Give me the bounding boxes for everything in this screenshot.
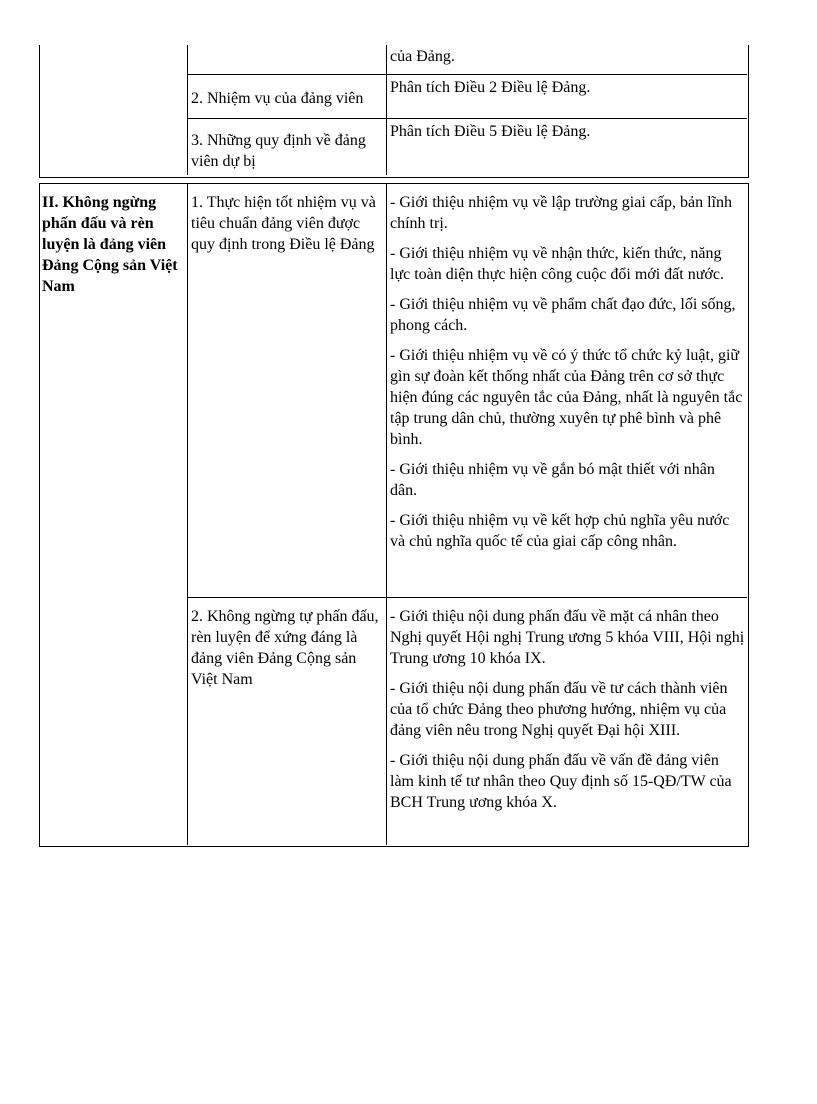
empty-topic-cell (188, 45, 387, 75)
section-title-cell: II. Không ngừng phấn đấu và rèn luyện là đảng viên Đảng Cộng sản Việt Nam (40, 184, 188, 845)
table-fragment-main (39, 183, 749, 847)
bullet-point: - Giới thiệu nhiệm vụ về phẩm chất đạo đức, lối sống, phong cách. (390, 296, 736, 334)
bullet-point: - Giới thiệu nhiệm vụ về kết hợp chủ nghĩa yêu nước và chủ nghĩa quốc tế của giai cấp công nhân. (390, 512, 730, 550)
content-cell-2: Phân tích Điều 2 Điều lệ Đảng. (387, 75, 747, 119)
points-cell-II-2 (387, 598, 747, 845)
content-cell-3: Phân tích Điều 5 Điều lệ Đảng. (390, 123, 591, 140)
topic-cell-II-2: 2. Không ngừng tự phấn đấu, rèn luyện để xứng đáng là đảng viên Đảng Cộng sản Việt Nam (188, 598, 387, 845)
points-cell-II-1 (387, 184, 747, 598)
bullet-point: - Giới thiệu nội dung phấn đấu về vấn đề đảng viên làm kinh tế tư nhân theo Quy định số 15-QĐ/TW của BCH Trung ương khóa X. (390, 752, 732, 811)
bullet-point: - Giới thiệu nội dung phấn đấu về mặt cá nhân theo Nghị quyết Hội nghị Trung ương 5 khóa VIII, Hội nghị Trung ương 10 khóa IX. (390, 608, 745, 667)
topic-cell-3: 3. Những quy định về đảng viên dự bị (188, 119, 387, 175)
bullet-point: - Giới thiệu nhiệm vụ về lập trường giai cấp, bản lĩnh chính trị. (390, 194, 732, 232)
empty-section-cell (40, 45, 188, 175)
bullet-point: - Giới thiệu nội dung phấn đấu về tư cách thành viên của tổ chức Đảng theo phương hướng, nhiệm vụ của đảng viên nêu trong Nghị quyết Đại hội XIII. (390, 680, 728, 739)
carryover-text-cell: của Đảng. (387, 45, 747, 75)
topic-cell-2: 2. Nhiệm vụ của đảng viên (188, 75, 387, 119)
table-fragment-top (39, 45, 749, 178)
bullet-point: - Giới thiệu nhiệm vụ về có ý thức tổ chức kỷ luật, giữ gìn sự đoàn kết thống nhất của Đảng trên cơ sở thực hiện đúng các nguyên tắc của Đảng, nhất là nguyên tắc tập trung dân chủ, thường xuyên tự phê bình và phê bình. (390, 347, 743, 448)
bullet-point: - Giới thiệu nhiệm vụ về nhận thức, kiến thức, năng lực toàn diện thực hiện công cuộc đổi mới đất nước. (390, 245, 724, 283)
topic-cell-II-1: 1. Thực hiện tốt nhiệm vụ và tiêu chuẩn đảng viên được quy định trong Điều lệ Đảng (188, 184, 387, 598)
bullet-point: - Giới thiệu nhiệm vụ về gắn bó mật thiết với nhân dân. (390, 461, 715, 499)
